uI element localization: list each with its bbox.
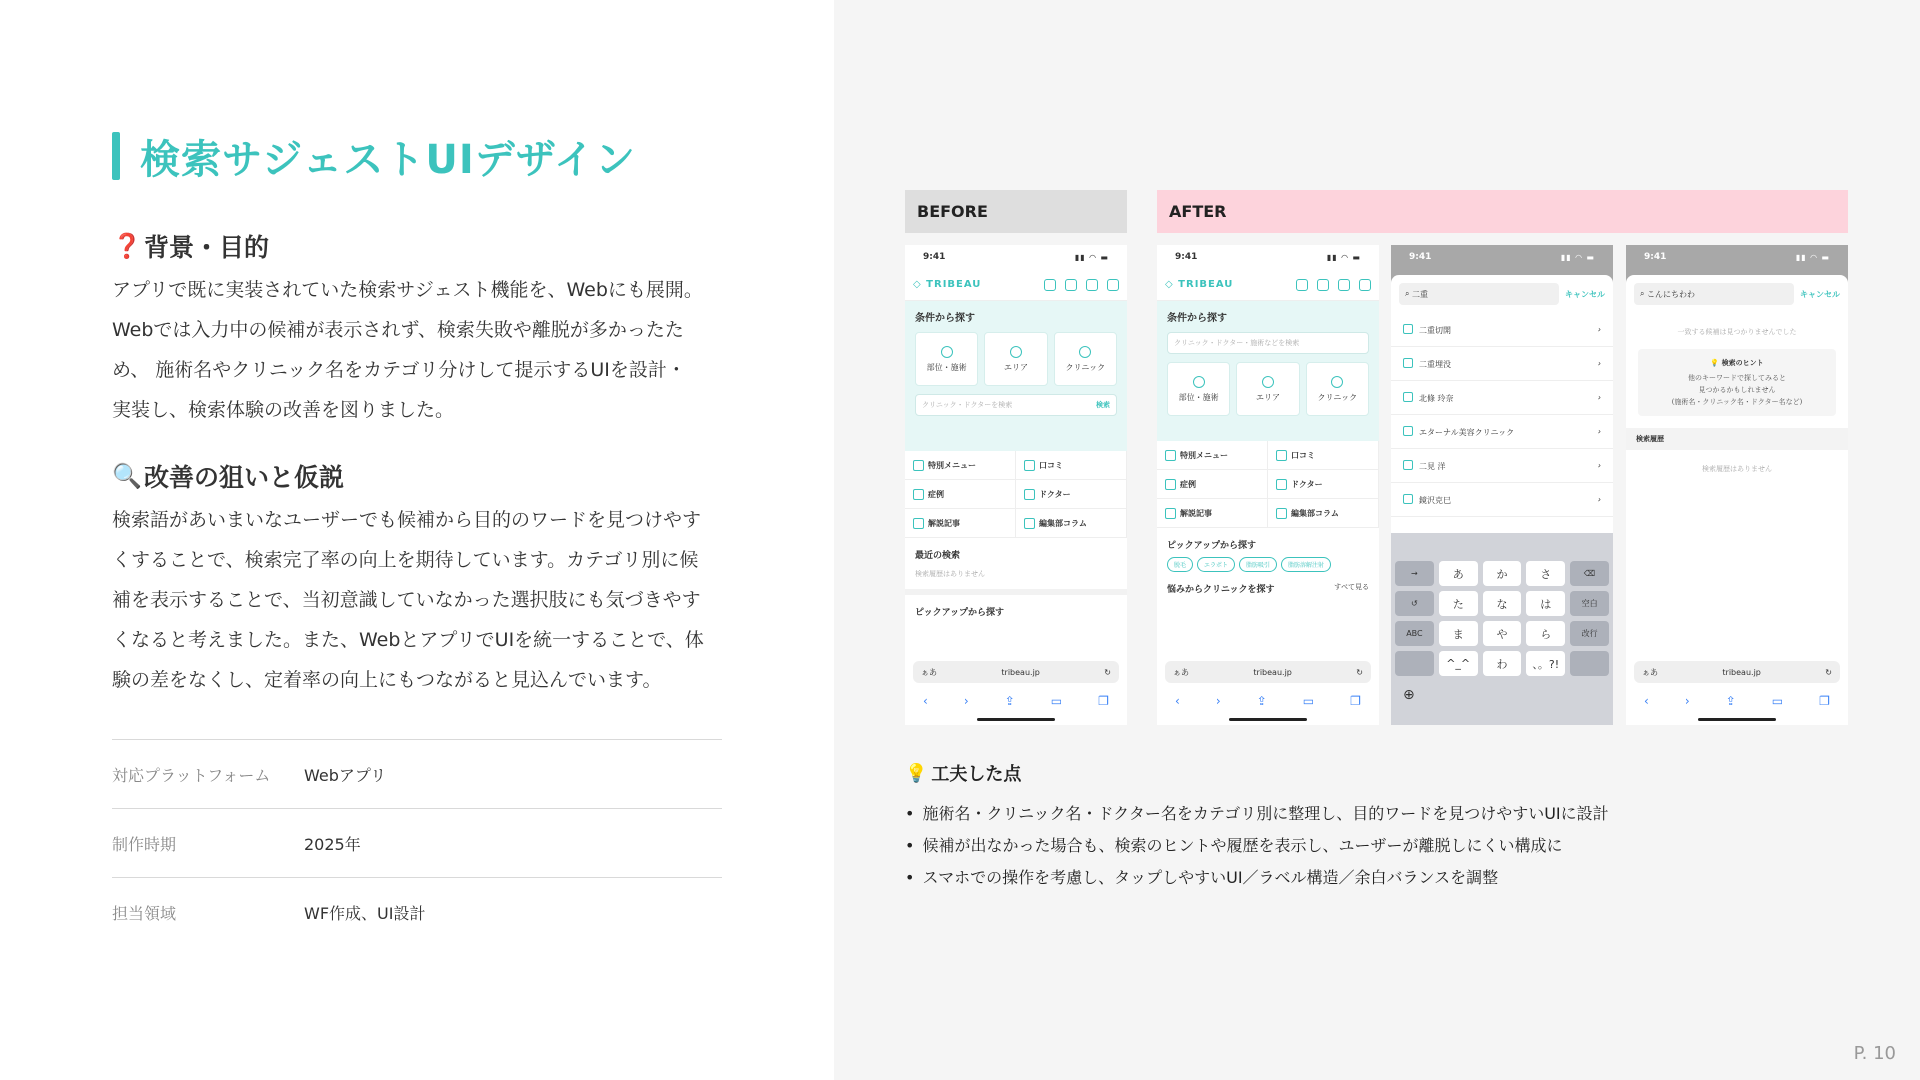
cancel-button[interactable]: キャンセル bbox=[1565, 289, 1605, 299]
time: 9:41 bbox=[1644, 252, 1667, 262]
body-line: 検索語があいまいなユーザーでも候補から目的のワードを見つけやす bbox=[112, 509, 702, 531]
tabs-icon[interactable]: ❐ bbox=[1819, 694, 1830, 708]
forward-icon[interactable]: › bbox=[1215, 694, 1221, 708]
key[interactable]: ⌫ bbox=[1570, 561, 1609, 586]
card-area[interactable] bbox=[1236, 362, 1299, 416]
suggestion-label: 二見 洋 bbox=[1403, 460, 1446, 472]
menu-item[interactable]: 症例 bbox=[1157, 470, 1268, 499]
condition-search bbox=[905, 301, 1127, 451]
meta-row bbox=[112, 739, 722, 808]
menu-item[interactable]: 口コミ bbox=[1016, 451, 1127, 480]
hint-title bbox=[1646, 357, 1828, 369]
menu-item[interactable]: 解説記事 bbox=[905, 509, 1016, 538]
card-label: クリニック bbox=[1317, 392, 1358, 402]
body-line: 補を表示することで、当初意識していなかった選択肢にも気づきやす bbox=[112, 589, 701, 611]
search-query: こんにちわわ bbox=[1647, 289, 1696, 299]
aa-button[interactable]: ぁあ bbox=[921, 667, 937, 677]
menu-item[interactable]: 特別メニュー bbox=[1157, 441, 1268, 470]
hint-line: (施術名・クリニック名・ドクター名など) bbox=[1671, 398, 1803, 406]
sparkle-icon bbox=[1193, 376, 1205, 388]
hint-line: 見つかるかもしれません bbox=[1698, 386, 1776, 394]
key[interactable]: ま bbox=[1439, 621, 1478, 646]
brand-name: TRIBEAU bbox=[926, 279, 982, 290]
status-bar bbox=[1391, 245, 1613, 269]
key[interactable] bbox=[1570, 651, 1609, 676]
tip-item: • 候補が出なかった場合も、検索のヒントや履歴を表示し、ユーザーが離脱しにくい構成に bbox=[905, 830, 1609, 862]
menu-item[interactable]: 特別メニュー bbox=[905, 451, 1016, 480]
key[interactable]: 、。?! bbox=[1526, 651, 1565, 676]
meta-row bbox=[112, 808, 722, 877]
menu-grid bbox=[1157, 441, 1379, 528]
url-bar[interactable] bbox=[1165, 661, 1371, 683]
home-indicator bbox=[977, 718, 1055, 721]
app-header bbox=[905, 269, 1127, 301]
concern-section bbox=[1157, 572, 1379, 605]
user-icon[interactable] bbox=[1359, 279, 1371, 291]
pickup-title: ピックアップから探す bbox=[1167, 541, 1257, 551]
bookmarks-icon[interactable]: ▭ bbox=[1302, 694, 1315, 708]
meta-value: WF作成、UI設計 bbox=[304, 903, 426, 923]
search-placeholder: クリニック・ドクター・施術などを検索 bbox=[1174, 339, 1300, 347]
history-empty: 検索履歴はありません bbox=[1702, 465, 1772, 473]
reload-icon[interactable]: ↻ bbox=[1825, 667, 1832, 677]
time: 9:41 bbox=[923, 252, 946, 262]
card-label: エリア bbox=[1003, 362, 1028, 372]
tag[interactable]: 脂肪溶解注射 bbox=[1281, 557, 1331, 572]
brand-logo: ◇ TRIBEAU bbox=[913, 279, 982, 290]
section-title: 背景・目的 bbox=[144, 233, 270, 262]
key[interactable]: は bbox=[1526, 591, 1565, 616]
body-line: くすることで、検索完了率の向上を期待しています。カテゴリ別に候 bbox=[112, 549, 699, 571]
body-line: 実装し、検索体験の改善を図りました。 bbox=[112, 399, 455, 421]
suggestion-item[interactable] bbox=[1391, 483, 1613, 517]
chevron-right-icon: › bbox=[1597, 427, 1601, 436]
signal-icon: ▮▮ ◠ ▬ bbox=[1326, 252, 1361, 262]
tip-item: • 施術名・クリニック名・ドクター名をカテゴリ別に整理し、目的ワードを見つけやすいUIに設計 bbox=[905, 798, 1609, 830]
share-icon[interactable]: ⇪ bbox=[1725, 694, 1736, 708]
tabs-icon[interactable]: ❐ bbox=[1098, 694, 1109, 708]
key[interactable]: た bbox=[1439, 591, 1478, 616]
key[interactable]: ↺ bbox=[1395, 591, 1434, 616]
browser-toolbar bbox=[1626, 689, 1848, 713]
page-title: 検索サジェストUIデザイン bbox=[140, 136, 636, 183]
meta-value: 2025年 bbox=[304, 834, 361, 854]
tabs-icon[interactable]: ❐ bbox=[1350, 694, 1361, 708]
chevron-right-icon: › bbox=[1597, 495, 1601, 504]
bell-icon[interactable] bbox=[1338, 279, 1350, 291]
forward-icon[interactable]: › bbox=[963, 694, 969, 708]
card-area[interactable] bbox=[984, 332, 1047, 386]
search-input[interactable] bbox=[1399, 283, 1559, 305]
menu-item[interactable]: 口コミ bbox=[1268, 441, 1379, 470]
calendar-icon[interactable] bbox=[1317, 279, 1329, 291]
home-indicator bbox=[1698, 718, 1776, 721]
section-heading-background bbox=[112, 228, 269, 264]
menu-item[interactable]: ドクター bbox=[1268, 470, 1379, 499]
clinic-icon bbox=[1079, 346, 1091, 358]
calendar-icon[interactable] bbox=[1065, 279, 1077, 291]
search-button[interactable]: 検索 bbox=[1096, 401, 1110, 409]
suggestion-label: 二重埋没 bbox=[1403, 358, 1451, 370]
menu-item[interactable]: 編集部コラム bbox=[1016, 509, 1127, 538]
suggestion-list bbox=[1391, 313, 1613, 517]
recent-title: 最近の検索 bbox=[915, 551, 961, 561]
hint-title-text: 検索のヒント bbox=[1721, 359, 1764, 367]
history-title: 検索履歴 bbox=[1626, 428, 1848, 450]
section-heading-hypothesis bbox=[112, 458, 344, 494]
body-line: くなると考えました。また、WebとアプリでUIを統一することで、体 bbox=[112, 629, 704, 651]
forward-icon[interactable]: › bbox=[1684, 694, 1690, 708]
browser-toolbar bbox=[905, 689, 1127, 713]
phone-before bbox=[905, 245, 1127, 725]
hint-line: 他のキーワードで探してみると bbox=[1688, 374, 1786, 382]
search-input[interactable] bbox=[915, 394, 1117, 416]
share-icon[interactable]: ⇪ bbox=[1256, 694, 1267, 708]
url-text: tribeau.jp bbox=[1001, 667, 1040, 677]
suggestion-item[interactable] bbox=[1391, 347, 1613, 381]
meta-key: 制作時期 bbox=[112, 834, 177, 854]
aa-button[interactable]: ぁあ bbox=[1642, 667, 1658, 677]
aa-button[interactable]: ぁあ bbox=[1173, 667, 1189, 677]
signal-icon: ▮▮ ◠ ▬ bbox=[1074, 252, 1109, 262]
app-header bbox=[1157, 269, 1379, 301]
bookmarks-icon[interactable]: ▭ bbox=[1050, 694, 1063, 708]
condition-title: 条件から探す bbox=[915, 313, 975, 324]
key[interactable] bbox=[1395, 651, 1434, 676]
body-line: 験の差をなくし、定着率の向上にもつながると見込んでいます。 bbox=[112, 669, 662, 691]
title-block bbox=[112, 132, 636, 183]
home-indicator bbox=[1229, 718, 1307, 721]
suggestion-label: 北條 玲奈 bbox=[1403, 392, 1454, 404]
key[interactable]: → bbox=[1395, 561, 1434, 586]
search-icon[interactable] bbox=[1044, 279, 1056, 291]
search-icon: ⌕ bbox=[1405, 289, 1413, 298]
time: 9:41 bbox=[1175, 252, 1198, 262]
sparkle-icon bbox=[941, 346, 953, 358]
key[interactable]: ら bbox=[1526, 621, 1565, 646]
key[interactable]: ^_^ bbox=[1439, 651, 1478, 676]
key[interactable]: 改行 bbox=[1570, 621, 1609, 646]
condition-title: 条件から探す bbox=[1167, 313, 1227, 324]
card-clinic[interactable] bbox=[1054, 332, 1117, 386]
back-icon[interactable]: ‹ bbox=[923, 694, 928, 708]
bookmarks-icon[interactable]: ▭ bbox=[1771, 694, 1784, 708]
tag[interactable]: エラボト bbox=[1197, 557, 1235, 572]
key[interactable]: わ bbox=[1483, 651, 1522, 676]
meta-key: 対応プラットフォーム bbox=[112, 765, 271, 785]
section-title: 改善の狙いと仮説 bbox=[144, 463, 345, 492]
brand-logo: ◇ TRIBEAU bbox=[1165, 279, 1234, 290]
back-icon[interactable]: ‹ bbox=[1175, 694, 1180, 708]
card-label: 部位・施術 bbox=[1178, 392, 1219, 402]
cancel-button[interactable]: キャンセル bbox=[1800, 289, 1840, 299]
key[interactable]: さ bbox=[1526, 561, 1565, 586]
recent-search bbox=[905, 538, 1127, 595]
browser-toolbar bbox=[1157, 689, 1379, 713]
search-hint bbox=[1638, 349, 1836, 416]
share-icon[interactable]: ⇪ bbox=[1004, 694, 1015, 708]
search-input[interactable] bbox=[1167, 332, 1369, 354]
url-text: tribeau.jp bbox=[1253, 667, 1292, 677]
page-number: P. 10 bbox=[1853, 1043, 1896, 1064]
keyboard bbox=[1391, 533, 1613, 725]
section-body-background bbox=[112, 270, 722, 430]
url-bar[interactable] bbox=[1634, 661, 1840, 683]
suggestion-item[interactable] bbox=[1391, 381, 1613, 415]
card-clinic[interactable] bbox=[1306, 362, 1369, 416]
suggestion-item[interactable] bbox=[1391, 313, 1613, 347]
menu-item[interactable]: ドクター bbox=[1016, 480, 1127, 509]
question-icon: ❓ bbox=[112, 232, 142, 260]
section-body-hypothesis bbox=[112, 500, 722, 700]
chevron-right-icon: › bbox=[1597, 325, 1601, 334]
phone-after-home bbox=[1157, 245, 1379, 725]
key[interactable]: な bbox=[1483, 591, 1522, 616]
menu-item[interactable]: 症例 bbox=[905, 480, 1016, 509]
meta-row bbox=[112, 877, 722, 946]
see-all-link[interactable]: すべて見る bbox=[1334, 583, 1369, 591]
search-icon: ⌕ bbox=[1640, 289, 1648, 298]
search-icon[interactable] bbox=[1296, 279, 1308, 291]
card-part[interactable] bbox=[1167, 362, 1230, 416]
url-bar[interactable] bbox=[913, 661, 1119, 683]
nav-icons bbox=[1296, 279, 1371, 291]
brand-name: TRIBEAU bbox=[1178, 279, 1234, 290]
chevron-right-icon: › bbox=[1597, 393, 1601, 402]
tips-section bbox=[905, 760, 1609, 894]
chevron-right-icon: › bbox=[1597, 461, 1601, 470]
key[interactable]: や bbox=[1483, 621, 1522, 646]
card-part[interactable] bbox=[915, 332, 978, 386]
signal-icon: ▮▮ ◠ ▬ bbox=[1560, 252, 1595, 262]
tag[interactable]: 脱毛 bbox=[1167, 557, 1193, 572]
suggestion-item[interactable] bbox=[1391, 415, 1613, 449]
pin-icon bbox=[1010, 346, 1022, 358]
pickup-title: ピックアップから探す bbox=[915, 608, 1005, 618]
before-label: BEFORE bbox=[905, 190, 1127, 233]
suggest-sheet bbox=[1391, 275, 1613, 725]
status-bar bbox=[1626, 245, 1848, 269]
time: 9:41 bbox=[1409, 252, 1432, 262]
status-bar bbox=[905, 245, 1127, 269]
nav-icons bbox=[1044, 279, 1119, 291]
menu-item[interactable]: 解説記事 bbox=[1157, 499, 1268, 528]
reload-icon[interactable]: ↻ bbox=[1356, 667, 1363, 677]
tag[interactable]: 脂肪吸引 bbox=[1239, 557, 1277, 572]
suggestion-item[interactable] bbox=[1391, 449, 1613, 483]
globe-icon[interactable]: ⊕ bbox=[1403, 687, 1415, 703]
lightbulb-icon: 💡 bbox=[905, 762, 928, 784]
meta-table bbox=[112, 739, 722, 946]
pin-icon bbox=[1262, 376, 1274, 388]
bell-icon[interactable] bbox=[1086, 279, 1098, 291]
suggestion-label: 鏡沢克巳 bbox=[1403, 494, 1451, 506]
signal-icon: ▮▮ ◠ ▬ bbox=[1795, 252, 1830, 262]
menu-grid bbox=[905, 451, 1127, 538]
recent-empty: 検索履歴はありません bbox=[915, 570, 985, 578]
left-panel bbox=[0, 0, 834, 1080]
url-text: tribeau.jp bbox=[1722, 667, 1761, 677]
card-label: クリニック bbox=[1065, 362, 1106, 372]
search-placeholder: クリニック・ドクターを検索 bbox=[922, 401, 1013, 409]
clinic-icon bbox=[1331, 376, 1343, 388]
suggestion-label: エターナル美容クリニック bbox=[1403, 426, 1514, 438]
body-line: Webでは入力中の候補が表示されず、検索失敗や離脱が多かったた bbox=[112, 319, 684, 341]
bulb-icon: 💡 bbox=[1710, 359, 1720, 367]
meta-key: 担当領域 bbox=[112, 903, 177, 923]
search-query: 二重 bbox=[1412, 289, 1429, 299]
menu-item[interactable]: 編集部コラム bbox=[1268, 499, 1379, 528]
search-bar bbox=[1391, 275, 1613, 313]
back-icon[interactable]: ‹ bbox=[1644, 694, 1649, 708]
tag-list bbox=[1157, 557, 1379, 572]
key[interactable]: あ bbox=[1439, 561, 1478, 586]
key[interactable]: か bbox=[1483, 561, 1522, 586]
body-line: め、 施術名やクリニック名をカテゴリ分けして提示するUIを設計・ bbox=[112, 359, 686, 381]
phone-after-noresult bbox=[1626, 245, 1848, 725]
magnifier-icon: 🔍 bbox=[112, 462, 142, 490]
user-icon[interactable] bbox=[1107, 279, 1119, 291]
key[interactable]: 空白 bbox=[1570, 591, 1609, 616]
key[interactable]: ABC bbox=[1395, 621, 1434, 646]
status-bar bbox=[1157, 245, 1379, 269]
after-label: AFTER bbox=[1157, 190, 1848, 233]
suggestion-label: 二重切開 bbox=[1403, 324, 1451, 336]
concern-title: 悩みからクリニックを探す bbox=[1167, 585, 1275, 595]
meta-value: Webアプリ bbox=[304, 765, 387, 785]
tips-list bbox=[905, 798, 1609, 894]
noresult-sheet bbox=[1626, 275, 1848, 725]
condition-search bbox=[1157, 301, 1379, 441]
tip-item: • スマホでの操作を考慮し、タップしやすいUI／ラベル構造／余白バランスを調整 bbox=[905, 862, 1609, 894]
search-bar bbox=[1626, 275, 1848, 313]
tips-heading bbox=[905, 760, 1609, 786]
tips-title: 工夫した点 bbox=[931, 764, 1022, 785]
title-accent-bar bbox=[112, 132, 120, 180]
body-line: アプリで既に実装されていた検索サジェスト機能を、Webにも展開。 bbox=[112, 279, 703, 301]
no-result-message: 一致する候補は見つかりませんでした bbox=[1677, 328, 1797, 336]
phone-after-suggest bbox=[1391, 245, 1613, 725]
search-input[interactable] bbox=[1634, 283, 1794, 305]
reload-icon[interactable]: ↻ bbox=[1104, 667, 1111, 677]
card-label: エリア bbox=[1255, 392, 1280, 402]
chevron-right-icon: › bbox=[1597, 359, 1601, 368]
card-label: 部位・施術 bbox=[926, 362, 967, 372]
